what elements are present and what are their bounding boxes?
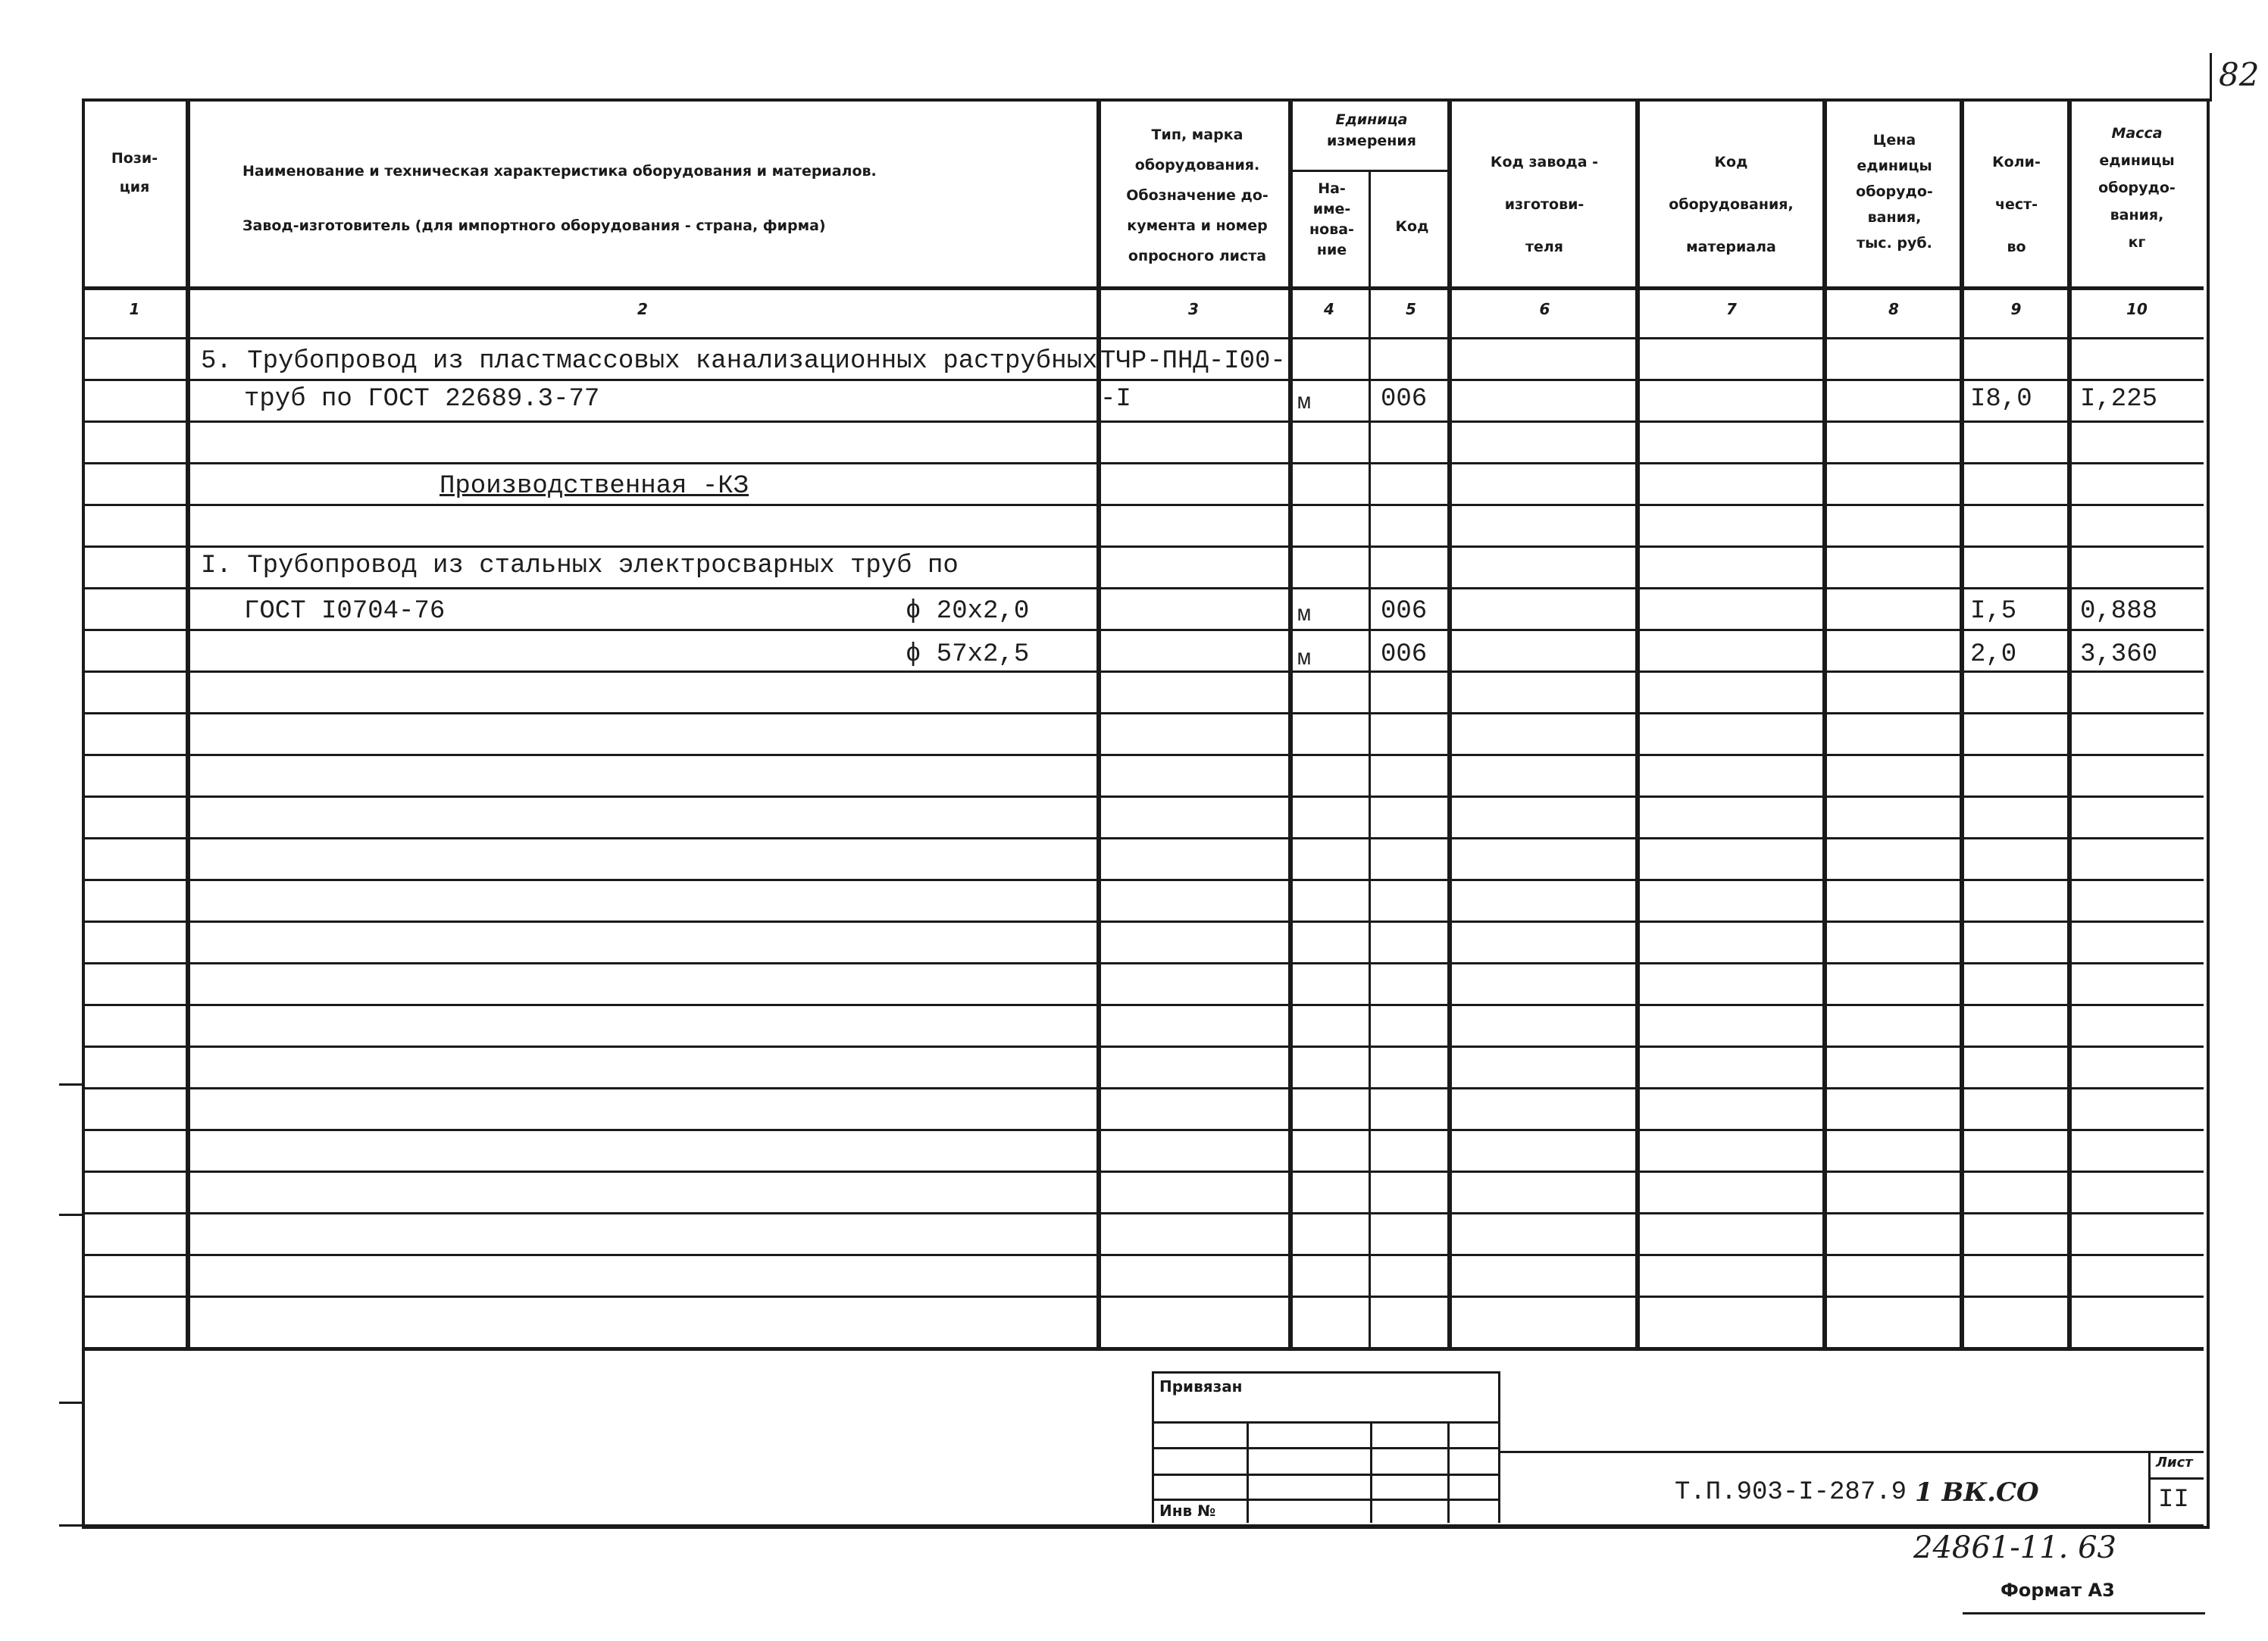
row2-qty: I8,0 bbox=[1970, 385, 2032, 414]
col-line-9 bbox=[2067, 98, 2072, 1350]
col-line-3 bbox=[1288, 98, 1293, 1350]
col4-header: На- име- нова- ние bbox=[1309, 180, 1354, 258]
row2-type: -I bbox=[1100, 385, 1131, 414]
col-line-7 bbox=[1822, 98, 1827, 1350]
row5-qty: I,5 bbox=[1970, 597, 2017, 626]
format-label: Формат А3 bbox=[2001, 1580, 2115, 1601]
row2-mass: I,225 bbox=[2080, 385, 2158, 414]
col3-header: Тип, марка оборудования. Обозначение до- кумента и номер опросного листа bbox=[1126, 127, 1269, 264]
row2-code: 006 bbox=[1381, 385, 1428, 414]
margin-tick bbox=[59, 1083, 82, 1086]
col-line-2 bbox=[1096, 98, 1101, 1350]
row6-mass: 3,360 bbox=[2080, 640, 2158, 669]
row-line bbox=[82, 1296, 2204, 1298]
table-bottom-line bbox=[82, 1347, 2204, 1351]
row-line bbox=[82, 879, 2204, 881]
colnum-8: 8 bbox=[1888, 300, 1899, 318]
colnum-5: 5 bbox=[1406, 300, 1416, 318]
archive-number: 24861-11. 63 bbox=[1913, 1530, 2116, 1565]
row-line bbox=[82, 670, 2204, 673]
col10-header: Масса единицы оборудо- вания, кг bbox=[2098, 125, 2176, 251]
row-line bbox=[82, 795, 2204, 798]
row5-mass: 0,888 bbox=[2080, 597, 2158, 626]
row5-size: ϕ 20x2,0 bbox=[906, 597, 1030, 626]
col-line-4 bbox=[1369, 170, 1371, 1350]
stamp-vline bbox=[1247, 1421, 1249, 1523]
row4-name: I. Трубопровод из стальных электросварных труб по bbox=[201, 552, 959, 580]
margin-tick bbox=[59, 1402, 82, 1404]
row1-name: 5. Трубопровод из пластмассовых канализационных раструбных bbox=[201, 347, 1098, 376]
colnum-1: 1 bbox=[129, 300, 140, 318]
row-line bbox=[82, 587, 2204, 589]
bottom-strip-line bbox=[1963, 1612, 2205, 1614]
row-line bbox=[82, 921, 2204, 923]
designation-hand: 1 ВК.СО bbox=[1915, 1477, 2039, 1508]
col1-header: Пози- ция bbox=[111, 150, 158, 195]
col-line-5 bbox=[1447, 98, 1452, 1350]
colnum-7: 7 bbox=[1726, 300, 1737, 318]
row-line bbox=[82, 1212, 2204, 1214]
row-line bbox=[82, 629, 2204, 631]
colnum-10: 10 bbox=[2126, 300, 2148, 318]
col8-header: Цена единицы оборудо- вания, тыс. руб. bbox=[1856, 132, 1933, 252]
row-line bbox=[82, 1254, 2204, 1256]
margin-tick bbox=[59, 1214, 82, 1216]
unit-group-divider bbox=[1292, 170, 1451, 172]
col7-header: Код оборудования, материала bbox=[1669, 154, 1794, 255]
row-line bbox=[82, 754, 2204, 756]
list-divider bbox=[2148, 1451, 2151, 1523]
col6-header: Код завода - изготови- теля bbox=[1490, 154, 1599, 255]
colnum-6: 6 bbox=[1539, 300, 1550, 318]
row-line bbox=[82, 1129, 2204, 1131]
row6-code: 006 bbox=[1381, 640, 1428, 669]
col5-header: Код bbox=[1395, 218, 1429, 235]
row2-unit: м bbox=[1297, 390, 1312, 416]
section-title: Производственная -КЗ bbox=[440, 472, 749, 501]
col-line-6 bbox=[1635, 98, 1640, 1350]
designation-top-line bbox=[1500, 1451, 2204, 1453]
stamp-privyazan: Привязан bbox=[1159, 1377, 1243, 1396]
colnum-4: 4 bbox=[1324, 300, 1334, 318]
row5-name: ГОСТ I0704-76 bbox=[244, 597, 446, 626]
stamp-vline bbox=[1447, 1421, 1450, 1523]
unit-group-header: Единица измерения bbox=[1327, 111, 1416, 149]
col-line-1 bbox=[186, 98, 190, 1350]
sheet-corner-number: 82 bbox=[2219, 56, 2260, 93]
row-line bbox=[82, 837, 2204, 839]
list-label-line bbox=[2148, 1477, 2204, 1480]
row6-unit: м bbox=[1297, 646, 1312, 672]
row-line bbox=[82, 545, 2204, 548]
row5-unit: м bbox=[1297, 602, 1312, 628]
header-bottom-line bbox=[82, 286, 2204, 290]
row2-name: труб по ГОСТ 22689.3-77 bbox=[244, 385, 600, 414]
list-label: Лист bbox=[2156, 1455, 2193, 1471]
designation-printed: Т.П.903-I-287.9 bbox=[1675, 1478, 1907, 1507]
row6-size: ϕ 57x2,5 bbox=[906, 640, 1030, 669]
page-bottom-line bbox=[59, 1524, 2204, 1527]
row1-type: ТЧР-ПНД-I00- bbox=[1100, 347, 1286, 376]
col-line-8 bbox=[1960, 98, 1964, 1350]
stamp-inv-no: Инв № bbox=[1159, 1502, 1216, 1520]
row-line bbox=[82, 712, 2204, 714]
row-line bbox=[82, 462, 2204, 464]
row-line bbox=[82, 504, 2204, 506]
row5-code: 006 bbox=[1381, 597, 1428, 626]
row-line bbox=[82, 1171, 2204, 1173]
col9-header: Коли- чест- во bbox=[1992, 154, 2041, 255]
colnum-3: 3 bbox=[1188, 300, 1199, 318]
corner-divider bbox=[2210, 53, 2212, 102]
row-line bbox=[82, 420, 2204, 423]
colnum-9: 9 bbox=[2010, 300, 2022, 318]
row-line bbox=[82, 379, 2204, 381]
row-line bbox=[82, 1004, 2204, 1006]
stamp-vline bbox=[1370, 1421, 1372, 1523]
col2-header: Наименование и техническая характеристика оборудования и материалов. Завод-изготовитель (для импортного оборудования - страна, фирма) bbox=[242, 163, 877, 234]
list-number: II bbox=[2158, 1486, 2189, 1514]
row-line bbox=[82, 962, 2204, 964]
colnum-bottom-line bbox=[82, 337, 2204, 339]
row-line bbox=[82, 1087, 2204, 1089]
colnum-2: 2 bbox=[637, 300, 648, 318]
row-line bbox=[82, 1046, 2204, 1048]
row6-qty: 2,0 bbox=[1970, 640, 2017, 669]
